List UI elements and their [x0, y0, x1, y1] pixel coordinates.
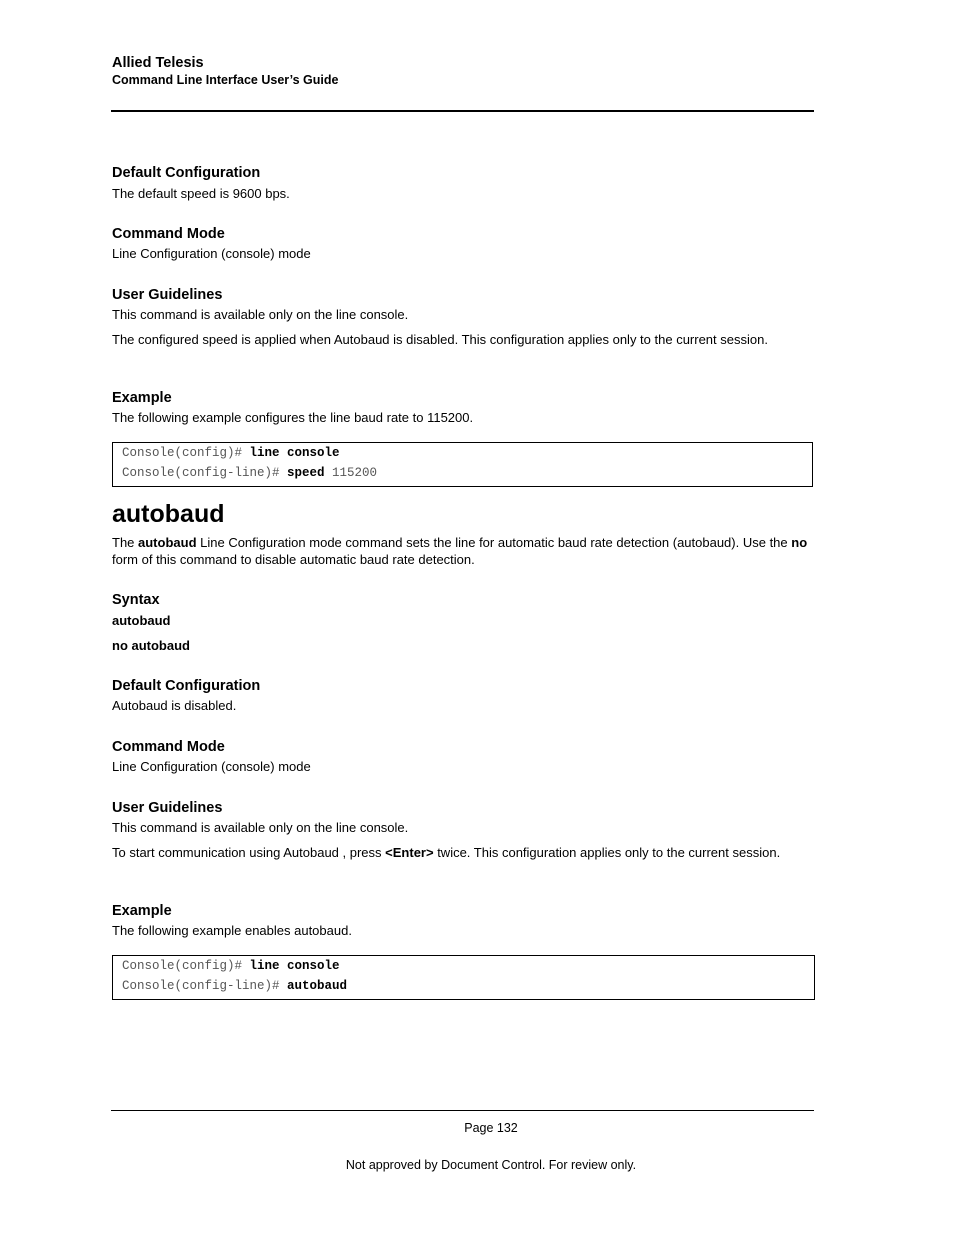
code-line: [122, 959, 340, 973]
default-configuration-heading: Default Configuration: [112, 165, 261, 181]
code-prompt: Console(config)#: [122, 446, 250, 460]
header-rule: [111, 110, 814, 112]
default-configuration-text: The default speed is 9600 bps.: [112, 186, 290, 201]
code-block: [112, 442, 813, 487]
code-prompt: Console(config-line)#: [122, 466, 288, 480]
command-mode-heading: Command Mode: [112, 226, 225, 242]
syntax-line-1: autobaud: [112, 613, 171, 628]
syntax-heading: Syntax: [112, 592, 160, 608]
code-prompt: Console(config)#: [122, 959, 250, 973]
example-text: The following example configures the line baud rate to 115200.: [112, 410, 474, 425]
default-configuration-heading: Default Configuration: [112, 678, 261, 694]
section-intro: The autobaud Line Configuration mode command sets the line for automatic baud rate detection (autobaud). Use the no form of this command to disable automatic baud rate detection.: [112, 535, 808, 567]
example-text: The following example enables autobaud.: [112, 923, 352, 938]
user-guidelines-heading: User Guidelines: [112, 287, 223, 303]
user-guidelines-text-2: The configured speed is applied when Autobaud is disabled. This configuration applies only to the current session.: [112, 332, 768, 347]
guide-title: Command Line Interface User’s Guide: [112, 73, 339, 87]
default-configuration-text: Autobaud is disabled.: [112, 698, 237, 713]
command-mode-text: Line Configuration (console) mode: [112, 759, 311, 774]
company-name: Allied Telesis: [112, 55, 204, 71]
page-number: Page 132: [464, 1121, 518, 1135]
code-command: line console: [249, 959, 340, 973]
example-heading: Example: [112, 390, 172, 406]
code-command: line console: [249, 446, 340, 460]
user-guidelines-text-1: This command is available only on the line console.: [112, 820, 409, 835]
example-heading: Example: [112, 903, 172, 919]
user-guidelines-text-1: This command is available only on the line console.: [112, 307, 409, 322]
code-command: speed: [287, 466, 325, 480]
command-mode-text: Line Configuration (console) mode: [112, 246, 311, 261]
section-title: autobaud: [112, 500, 225, 528]
code-line: [122, 446, 340, 460]
code-command: autobaud: [287, 979, 348, 993]
code-prompt: Console(config-line)#: [122, 979, 288, 993]
code-argument: 115200: [324, 466, 378, 480]
syntax-line-2: no autobaud: [112, 638, 190, 653]
code-block: [112, 955, 815, 1000]
user-guidelines-text-2: To start communication using Autobaud , press <Enter> twice. This configuration applies only to the current session.: [112, 845, 781, 860]
command-mode-heading: Command Mode: [112, 739, 225, 755]
user-guidelines-heading: User Guidelines: [112, 800, 223, 816]
code-line: [122, 466, 377, 480]
footer-rule: [111, 1110, 814, 1111]
code-line: [122, 979, 347, 993]
review-note: Not approved by Document Control. For review only.: [345, 1158, 637, 1172]
